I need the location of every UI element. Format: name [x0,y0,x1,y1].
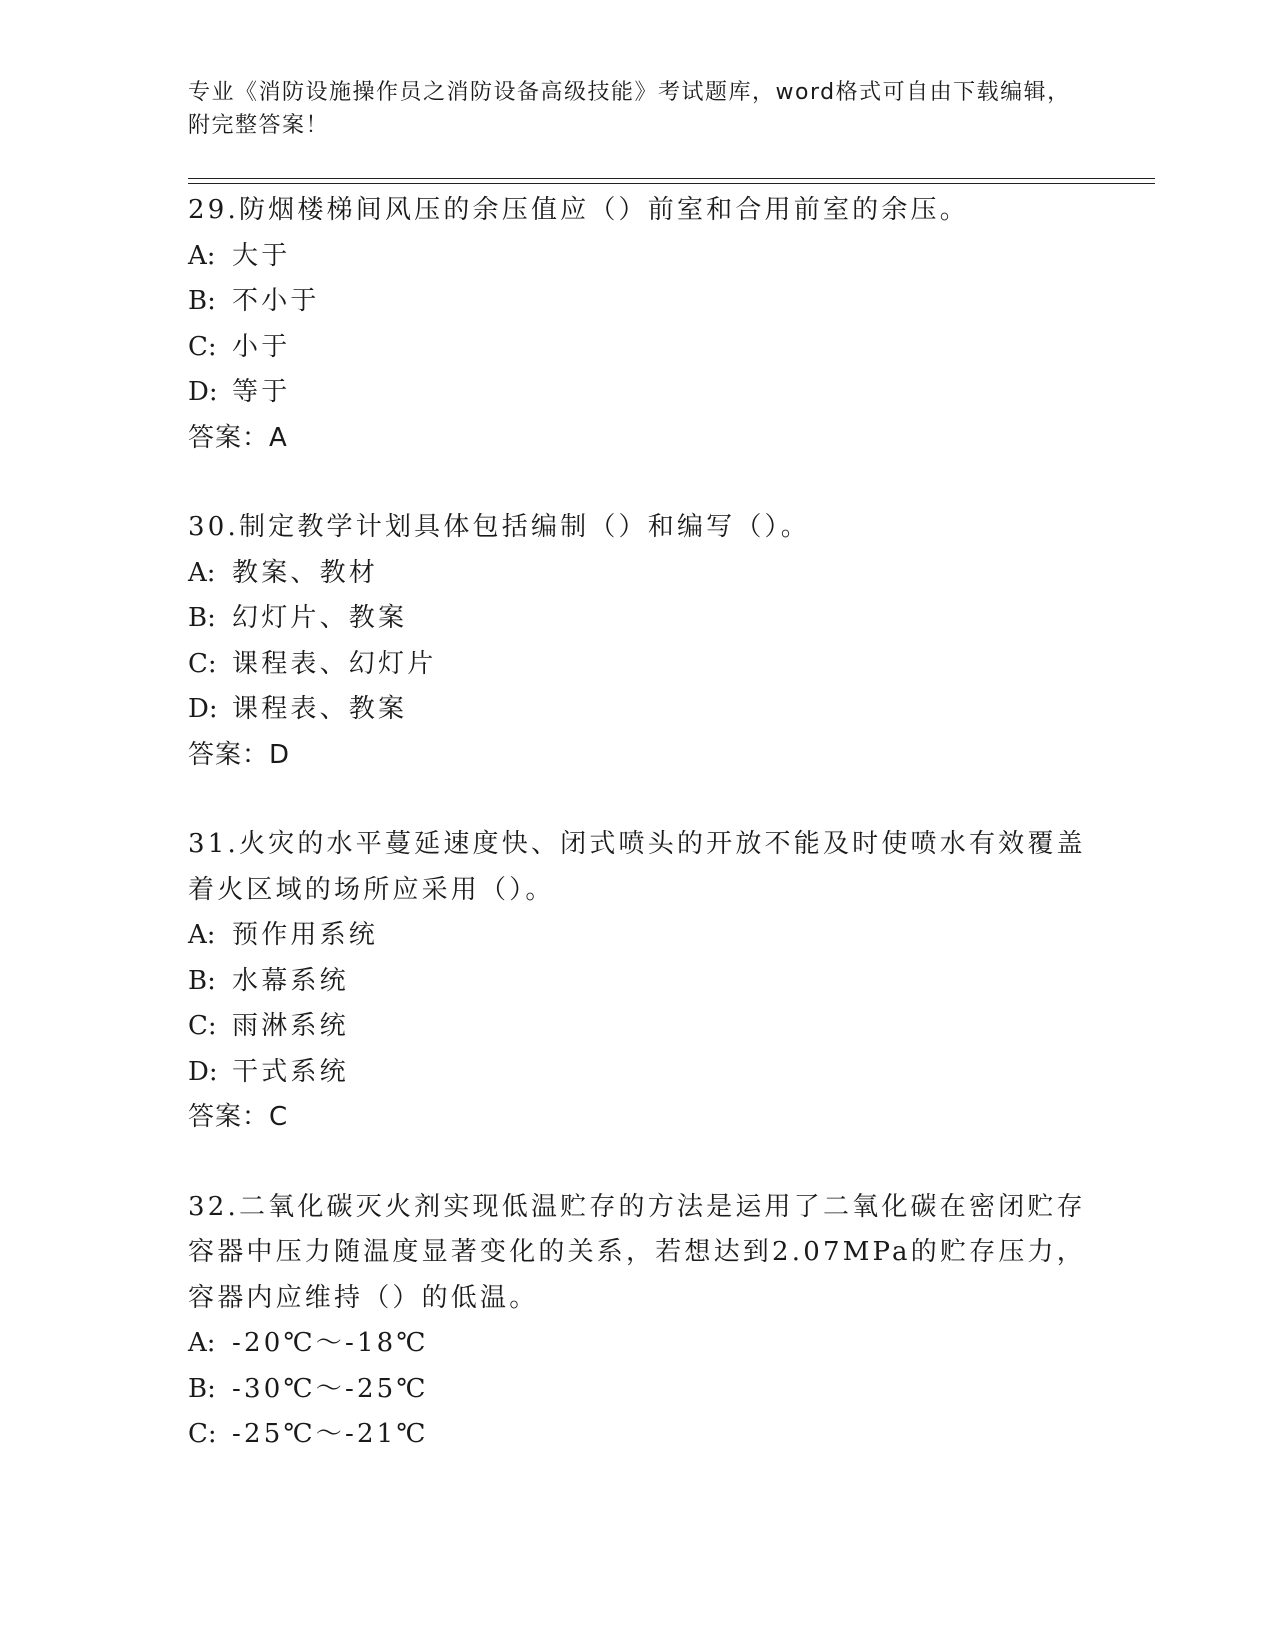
option-text: -20℃～-18℃ [232,1328,429,1358]
option-letter: C: [188,648,217,679]
option-a [188,551,1088,597]
header-divider-bottom [188,183,1155,184]
option-a [188,913,1088,959]
option-text: 大于 [232,240,291,271]
option-text: 预作用系统 [232,920,379,950]
option-text: 等于 [232,377,291,407]
option-letter: B: [188,965,216,996]
option-text: 课程表、教案 [232,694,408,724]
option-letter: C: [188,1011,217,1041]
option-c [188,1004,1088,1050]
page-header: 专业《消防设施操作员之消防设备高级技能》考试题库，word格式可自由下载编辑，附完整答案！ [188,80,1071,138]
option-d [188,1050,1088,1096]
answer-line: 答案：C [188,1102,289,1132]
option-text: 小于 [232,331,291,362]
option-text: -25℃～-21℃ [232,1419,429,1449]
option-b [188,959,1088,1005]
option-b [188,1367,1088,1413]
option-c [188,325,1088,371]
question-stem: 29.防烟楼梯间风压的余压值应（）前室和合用前室的余压。 [188,195,969,225]
answer-line: 答案：D [188,739,291,770]
option-text: 干式系统 [232,1056,349,1087]
option-text: 课程表、幻灯片 [232,648,437,679]
option-b [188,596,1088,642]
question-list [188,188,1088,1502]
option-letter: A: [188,557,216,588]
question-item [188,1185,1088,1458]
question-stem: 32.二氧化碳灭火剂实现低温贮存的方法是运用了二氧化碳在密闭贮存容器中压力随温度显著变化的关系，若想达到2.07MPa的贮存压力，容器内应维持（）的低温。 [188,1191,1086,1313]
option-b [188,279,1088,325]
option-letter: A: [188,1328,216,1358]
option-a [188,1321,1088,1367]
option-text: 教案、教材 [232,557,379,588]
option-letter: A: [188,920,216,950]
question-item [188,822,1088,1141]
option-text: 雨淋系统 [232,1011,349,1041]
option-letter: A: [188,240,216,271]
option-letter: D: [188,1056,218,1087]
option-letter: B: [188,286,216,316]
option-c [188,642,1088,688]
option-letter: C: [188,1419,217,1449]
answer-line: 答案：A [188,422,288,453]
question-item [188,188,1088,461]
option-letter: B: [188,603,216,633]
option-d [188,687,1088,733]
option-letter: C: [188,331,217,362]
option-d [188,370,1088,416]
option-text: 幻灯片、教案 [232,603,408,633]
option-a [188,234,1088,280]
option-letter: D: [188,377,218,407]
question-stem: 30.制定教学计划具体包括编制（）和编写（）。 [188,512,810,542]
option-text: 不小于 [232,286,320,316]
option-letter: B: [188,1373,216,1404]
option-letter: D: [188,694,218,724]
option-c [188,1412,1088,1458]
header-divider-top [188,178,1155,179]
question-stem: 31.火灾的水平蔓延速度快、闭式喷头的开放不能及时使喷水有效覆盖着火区域的场所应采用（）。 [188,829,1086,905]
option-text: 水幕系统 [232,965,349,996]
option-text: -30℃～-25℃ [232,1373,429,1404]
question-item [188,505,1088,778]
